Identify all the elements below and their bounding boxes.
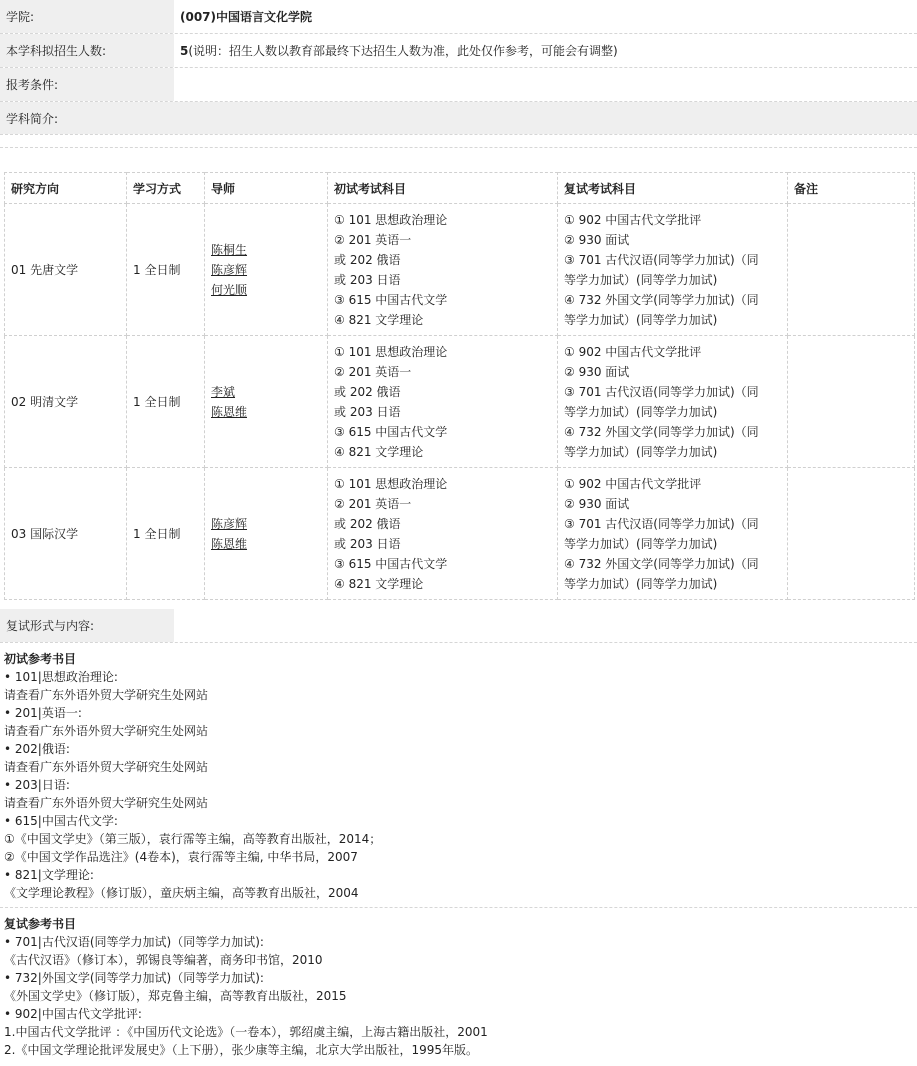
exam-subjects-cell <box>328 204 558 336</box>
college-row <box>0 0 917 34</box>
retest-form-label: 复试形式与内容: <box>0 609 174 642</box>
quota-value <box>174 34 917 67</box>
quota-row <box>0 34 917 68</box>
exam-subject: ② 201 英语一 <box>334 232 412 247</box>
retest-subject: ④ 732 外国文学(同等学力加试)（同 <box>564 424 759 439</box>
mode-cell: 1 全日制 <box>127 336 205 468</box>
col-tutor: 导师 <box>205 173 328 204</box>
book-line: 《古代汉语》（修订本），郭锡良等编著，商务印书馆，2010 <box>4 953 323 967</box>
retest-form-row <box>0 609 917 643</box>
book-line: • 201|英语一: <box>4 706 82 720</box>
exam-subject: 或 203 日语 <box>334 536 401 551</box>
college-value: (007)中国语言文化学院 <box>180 10 313 24</box>
table-row <box>5 468 915 600</box>
retest-subject: ① 902 中国古代文学批评 <box>564 476 702 491</box>
retest-subject: ① 902 中国古代文学批评 <box>564 344 702 359</box>
retest-subject: 等学力加试）(同等学力加试) <box>564 312 718 327</box>
exam-subject: 或 203 日语 <box>334 404 401 419</box>
exam-subject: ④ 821 文学理论 <box>334 444 424 459</box>
mode-cell: 1 全日制 <box>127 468 205 600</box>
retest-subject: ② 930 面试 <box>564 496 630 511</box>
col-remark: 备注 <box>788 173 915 204</box>
book-line: • 732|外国文学(同等学力加试)（同等学力加试): <box>4 971 264 985</box>
book-line: 请查看广东外语外贸大学研究生处网站 <box>4 796 209 810</box>
retest-subject: ④ 732 外国文学(同等学力加试)（同 <box>564 556 759 571</box>
tutor-link[interactable]: 陈彦辉 <box>211 516 248 531</box>
col-exam: 初试考试科目 <box>328 173 558 204</box>
remark-cell <box>788 336 915 468</box>
retest-subject: ④ 732 外国文学(同等学力加试)（同 <box>564 292 759 307</box>
conditions-label: 报考条件: <box>0 68 174 101</box>
exam-subject: 或 203 日语 <box>334 272 401 287</box>
retest-subject: 等学力加试）(同等学力加试) <box>564 404 718 419</box>
direction-cell: 03 国际汉学 <box>5 468 127 600</box>
book-line: • 902|中国古代文学批评: <box>4 1007 142 1021</box>
exam-subject: 或 202 俄语 <box>334 384 401 399</box>
exam-subject: ④ 821 文学理论 <box>334 312 424 327</box>
retest-subject: 等学力加试）(同等学力加试) <box>564 536 718 551</box>
book-line: 《外国文学史》（修订版），郑克鲁主编，高等教育出版社，2015 <box>4 989 347 1003</box>
book-line: ②《中国文学作品选注》(4卷本)，袁行霈等主编, 中华书局，2007 <box>4 850 358 864</box>
quota-label: 本学科拟招生人数: <box>0 34 174 67</box>
intro-label: 学科简介: <box>0 102 917 134</box>
conditions-row <box>0 68 917 102</box>
book-line: • 821|文学理论: <box>4 868 94 882</box>
tutor-link[interactable]: 何光顺 <box>211 282 248 297</box>
section-divider <box>0 907 917 908</box>
book-line: • 202|俄语: <box>4 742 70 756</box>
retest-subjects-cell <box>558 468 788 600</box>
book-line: 1.中国古代文学批评 ：《中国历代文论选》（一卷本），郭绍虞主编，上海古籍出版社，2001 <box>4 1025 488 1039</box>
col-direction: 研究方向 <box>5 173 127 204</box>
retest-subject: ② 930 面试 <box>564 364 630 379</box>
book-line: • 203|日语: <box>4 778 70 792</box>
book-line: • 101|思想政治理论: <box>4 670 118 684</box>
retest-subject: ③ 701 古代汉语(同等学力加试)（同 <box>564 252 759 267</box>
book-line: 2.《中国文学理论批评发展史》（上下册），张少康等主编，北京大学出版社，1995年版。 <box>4 1043 478 1057</box>
col-mode: 学习方式 <box>127 173 205 204</box>
exam-subject: ③ 615 中国古代文学 <box>334 556 448 571</box>
col-retest: 复试考试科目 <box>558 173 788 204</box>
retest-subject: ③ 701 古代汉语(同等学力加试)（同 <box>564 384 759 399</box>
tutor-cell <box>205 336 328 468</box>
exam-subjects-cell <box>328 336 558 468</box>
retest-subject: ① 902 中国古代文学批评 <box>564 212 702 227</box>
exam-subject: ① 101 思想政治理论 <box>334 344 448 359</box>
tutor-link[interactable]: 陈彦辉 <box>211 262 248 277</box>
retest-books-section <box>4 915 914 1059</box>
retest-form-value <box>174 609 917 642</box>
table-header-row <box>5 173 915 204</box>
quota-number: 5 <box>180 43 189 58</box>
retest-subjects-cell <box>558 204 788 336</box>
intro-row <box>0 102 917 135</box>
book-line: • 615|中国古代文学: <box>4 814 118 828</box>
exam-subject: ① 101 思想政治理论 <box>334 476 448 491</box>
exam-subject: 或 202 俄语 <box>334 252 401 267</box>
exam-subject: ② 201 英语一 <box>334 496 412 511</box>
book-line: • 701|古代汉语(同等学力加试)（同等学力加试): <box>4 935 264 949</box>
retest-subject: ③ 701 古代汉语(同等学力加试)（同 <box>564 516 759 531</box>
book-line: 《文学理论教程》（修订版），童庆炳主编，高等教育出版社，2004 <box>4 886 359 900</box>
quota-note: (说明：招生人数以教育部最终下达招生人数为准，此处仅作参考，可能会有调整) <box>188 44 618 58</box>
direction-cell: 01 先唐文学 <box>5 204 127 336</box>
tutor-cell <box>205 468 328 600</box>
exam-subject: ③ 615 中国古代文学 <box>334 292 448 307</box>
mode-cell: 1 全日制 <box>127 204 205 336</box>
retest-books-title: 复试参考书目 <box>4 917 77 931</box>
tutor-link[interactable]: 李斌 <box>211 384 236 399</box>
intro-blank <box>0 135 917 148</box>
exam-subject: ② 201 英语一 <box>334 364 412 379</box>
table-row <box>5 336 915 468</box>
college-label: 学院: <box>0 0 174 33</box>
exam-subject: ① 101 思想政治理论 <box>334 212 448 227</box>
tutor-link[interactable]: 陈恩维 <box>211 404 248 419</box>
remark-cell <box>788 468 915 600</box>
book-line: 请查看广东外语外贸大学研究生处网站 <box>4 760 209 774</box>
prelim-books-section <box>4 650 914 902</box>
table-row <box>5 204 915 336</box>
exam-subject: ④ 821 文学理论 <box>334 576 424 591</box>
tutor-link[interactable]: 陈恩维 <box>211 536 248 551</box>
tutor-link[interactable]: 陈桐生 <box>211 242 248 257</box>
book-line: 请查看广东外语外贸大学研究生处网站 <box>4 688 209 702</box>
remark-cell <box>788 204 915 336</box>
exam-subjects-cell <box>328 468 558 600</box>
retest-subject: ② 930 面试 <box>564 232 630 247</box>
retest-subject: 等学力加试）(同等学力加试) <box>564 576 718 591</box>
conditions-value <box>174 68 917 101</box>
book-line: ①《中国文学史》（第三版），袁行霈等主编，高等教育出版社，2014； <box>4 832 382 846</box>
book-line: 请查看广东外语外贸大学研究生处网站 <box>4 724 209 738</box>
info-panel <box>0 0 917 148</box>
retest-subject: 等学力加试）(同等学力加试) <box>564 272 718 287</box>
exam-subject: 或 202 俄语 <box>334 516 401 531</box>
retest-subject: 等学力加试）(同等学力加试) <box>564 444 718 459</box>
direction-cell: 02 明清文学 <box>5 336 127 468</box>
prelim-books-title: 初试参考书目 <box>4 652 77 666</box>
tutor-cell <box>205 204 328 336</box>
programs-table <box>4 172 915 600</box>
exam-subject: ③ 615 中国古代文学 <box>334 424 448 439</box>
retest-subjects-cell <box>558 336 788 468</box>
